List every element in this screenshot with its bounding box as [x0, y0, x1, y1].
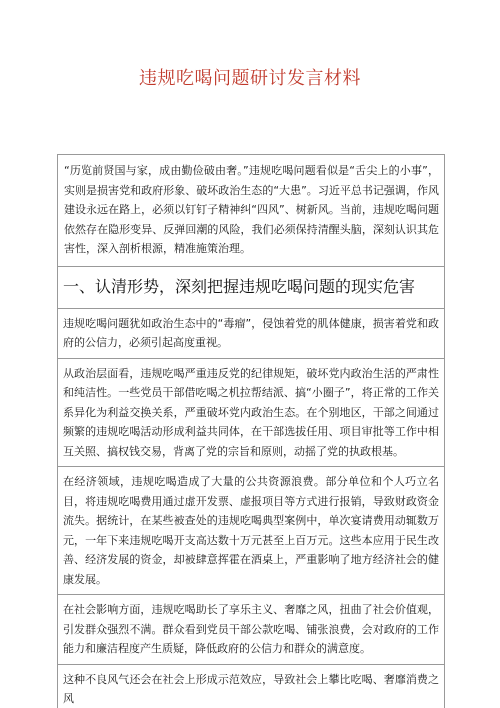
paragraph: 从政治层面看，违规吃喝严重违反党的纪律规矩，破坏党内政治生活的严肃性和纯洁性。一些党员干部借吃喝之机拉帮结派、搞“小圈子”，将正常的工作关系异化为利益交换关系，严重破坏党内政治生态。在个别地区，干部之间通过频繁的违规吃喝活动形成利益共同体，在干部选拔任用、项目审批等工作中相互关照、搞权钱交易，背离了党的宗旨和原则，动摇了党的执政根基。 [63, 364, 439, 462]
paragraph-cell [58, 309, 444, 359]
page-title: 违规吃喝问题研讨发言材料 [0, 67, 500, 91]
section-heading-cell [58, 267, 444, 309]
paragraph-cell [58, 467, 444, 595]
paragraph: 在社会影响方面，违规吃喝助长了享乐主义、奢靡之风，扭曲了社会价值观，引发群众强烈不满。群众看到党员干部公款吃喝、铺张浪费，会对政府的工作能力和廉洁程度产生质疑，降低政府的公信力和群众的满意度。 [63, 600, 439, 659]
section-heading: 一、认清形势，深刻把握违规吃喝问题的现实危害 [63, 276, 439, 298]
paragraph: 这种不良风气还会在社会上形成示范效应，导致社会上攀比吃喝、奢靡消费之风 [63, 670, 439, 708]
paragraph-cell [58, 359, 444, 468]
paragraph-cell [58, 595, 444, 665]
paragraph: 违规吃喝问题犹如政治生态中的“毒瘤”，侵蚀着党的肌体健康，损害着党和政府的公信力，必须引起高度重视。 [63, 314, 439, 353]
paragraph: 在经济领域，违规吃喝造成了大量的公共资源浪费。部分单位和个人巧立名目，将违规吃喝费用通过虚开发票、虚报项目等方式进行报销，导致财政资金流失。据统计，在某些被查处的违规吃喝典型案例中，单次宴请费用动辄数万元，一年下来违规吃喝开支高达数十万元甚至上百万元。这些本应用于民生改善、经济发展的资金，却被肆意挥霍在酒桌上，严重影响了地方经济社会的健康发展。 [63, 472, 439, 589]
intro-paragraph: “历览前贤国与家，成由勤俭破由奢。”违规吃喝问题看似是“舌尖上的小事”，实则是损害党和政府形象、破坏政治生态的“大患”。习近平总书记强调，作风建设永远在路上，必须以钉钉子精神纠“四风”、树新风。当前，违规吃喝问题依然存在隐形变异、反弹回潮的风险，我们必须保持清醒头脑，深刻认识其危害性，深入剖析根源，精准施策治理。 [64, 161, 439, 259]
intro-cell [58, 155, 444, 267]
document-content-table [57, 154, 445, 708]
paragraph-cell [58, 665, 444, 708]
